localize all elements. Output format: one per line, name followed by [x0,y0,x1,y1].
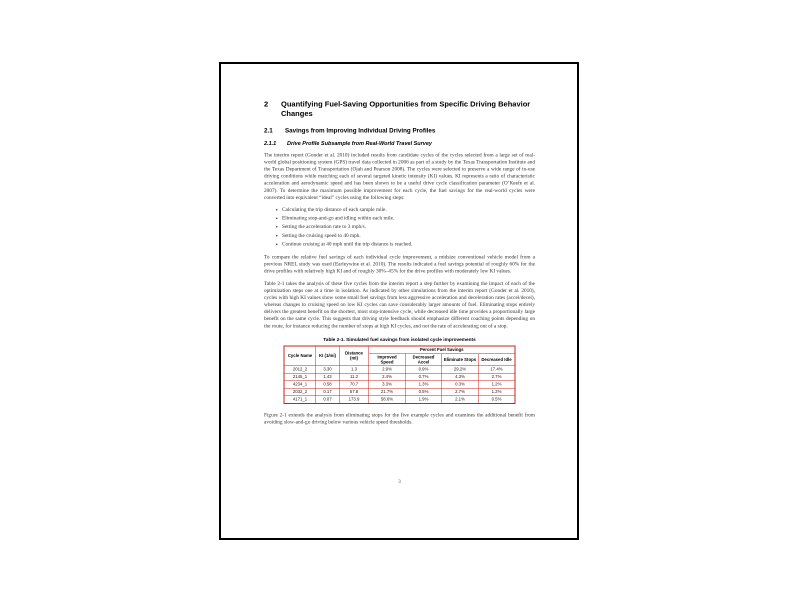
table-cell: 29.2% [442,366,479,373]
table-cell: 0.5% [405,388,442,395]
section-title: Quantifying Fuel-Saving Opportunities from Specific Driving Behavior Changes [281,100,531,118]
table-body [284,366,515,403]
table-cell: 0.17 [316,388,340,395]
paragraph-table-discussion: Table 2-1 takes the analysis of these five cycles from the interim report a step further by examining the impact of each of the optimization steps one at a time in isolation. As indicated by other simulations from the interim report (Gonder et al. 2010), cycles with high KI values show some small fuel savings from less aggressive acceleration and deceleration rates (accel/decel), whereas changes to cruising speed on low KI cycles can save considerably larger amounts of fuel. Eliminating stops entirely delivers the greatest benefit on the shortest, most stop-intensive cycle, while decreased idle time provides a proportionally large benefit on the same cycle. This suggests that driving style feedback should emphasize different coaching points depending on the route, for instance reducing the number of stops at high KI cycles, and not the rate of accelerating out of a stop. [264,280,535,329]
paragraph-intro: The interim report (Gonder et al. 2010) included results from candidate cycles of the cycles selected from a large set of real-world global positioning system (GPS) travel data collected in 2006 as part of a study by the Texas Transportation Institute and the Texas Department of Transportation (Ojah and Pearson 2008). The cycles were selected to preserve a wide range of in-use driving conditions while matching each of several targeted kinetic intensity (KI) values. KI represents a ratio of characteristic acceleration and aerodynamic speed and has been shown to be a useful drive cycle classification parameter (O’Keefe et al. 2007). To determine the maximum possible improvement for each cycle, the fuel savings for the real-world cycles were converted into equivalent “ideal” cycles using the following steps: [264,152,535,201]
table-cell: 0.07 [316,396,340,404]
ideal-cycle-step-item: • Setting the cruising speed to 40 mph. [282,232,535,239]
col-header-eliminate-stops: Eliminate Stops [442,354,479,366]
table-cell: 11.2 [339,373,369,380]
table-cell: 2.7% [478,373,515,380]
table-row [284,396,515,404]
table-caption: Table 2-1. Simulated fuel savings from isolated cycle improvements [323,336,476,343]
table-cell: 2.4% [369,373,406,380]
table-cell: 1.3% [405,381,442,388]
table-cell: 0.3% [442,381,479,388]
table-row [284,373,515,380]
table-cell: 2.9% [369,366,406,373]
ideal-cycle-step-item: • Setting the acceleration rate to 3 mph/s. [282,224,535,231]
table-cell: 0.5% [478,396,515,404]
table-cell: 70.7 [339,381,369,388]
ideal-cycle-step-item: • Calculating the trip distance of each sample mile. [282,207,535,214]
table-cell: 4.3% [442,373,479,380]
paragraph-closing: Figure 2-1 extends the analysis from eliminating stops for the five example cycles and examines the additional benefit from avoiding slow-and-go driving below various vehicle speed thresholds. [264,412,535,425]
col-header-improved-speed: Improved Speed [369,354,406,366]
table-cell: 1.2% [478,381,515,388]
table-cell: 0.9% [405,366,442,373]
table-header [284,346,515,366]
col-header-cycle-name: Cycle Name [284,346,316,366]
document-page [219,62,579,540]
table-cell: 2.7% [442,388,479,395]
fuel-savings-table [284,345,516,404]
table-cell: 3.30 [316,366,340,373]
ideal-cycle-steps-list [264,207,535,248]
table-row [284,366,515,373]
table-cell: 4171_1 [284,396,316,404]
subsection-heading [264,127,535,135]
page-number: 3 [398,479,401,485]
table-row [284,381,515,388]
table-cell: 173.9 [339,396,369,404]
subsection-title: Savings from Improving Individual Driving Profiles [285,126,436,134]
ideal-cycle-step-item: • Eliminating stop-and-go and idling within each mile. [282,215,535,222]
section-heading [264,100,535,119]
table-row [284,388,515,395]
col-header-ki: KI (1/mi) [316,346,340,366]
table-cell: 1.3 [339,366,369,373]
table-cell: 17.4% [478,366,515,373]
table-cell: 4234_1 [284,381,316,388]
subsubsection-title: Drive Profile Subsample from Real-World Travel Survey [287,140,432,147]
table-cell: 1.43 [316,373,340,380]
subsubsection-number: 2.1.1 [264,140,277,147]
table-cell: 2.1% [442,396,479,404]
table-cell: 0.58 [316,381,340,388]
col-header-distance: Distance (mi) [339,346,369,366]
document-page-content [221,64,577,538]
table-cell: 21.7% [369,388,406,395]
section-number: 2 [264,100,269,109]
table-cell: 2032_2 [284,388,316,395]
subsubsection-heading [264,140,535,147]
table-cell: 1.2% [478,388,515,395]
ideal-cycle-step-item: • Continue cruising at 40 mph until the trip distance is reached. [282,241,535,248]
table-cell: 3.3% [369,381,406,388]
col-header-group-percent-fuel-savings: Percent Fuel Savings [369,346,515,354]
paragraph-simulation-results: To compare the relative fuel savings of each individual cycle improvement, a midsize conventional vehicle model from a previous NREL study was used (Earleywine et al. 2010). The results indicated a fuel savings potential of roughly 60% for the drive profiles with relatively high KI and of roughly 30%–45% for the drive profiles with moderately low KI values. [264,254,535,275]
table-cell: 58.6% [369,396,406,404]
col-header-decreased-accel: Decreased Accel [405,354,442,366]
table-cell: 1.9% [405,396,442,404]
table-cell: 2012_2 [284,366,316,373]
table-cell: 2145_1 [284,373,316,380]
table-cell: 57.8 [339,388,369,395]
subsection-number: 2.1 [264,126,273,134]
table-cell: 0.7% [405,373,442,380]
col-header-decreased-idle: Decreased Idle [478,354,515,366]
